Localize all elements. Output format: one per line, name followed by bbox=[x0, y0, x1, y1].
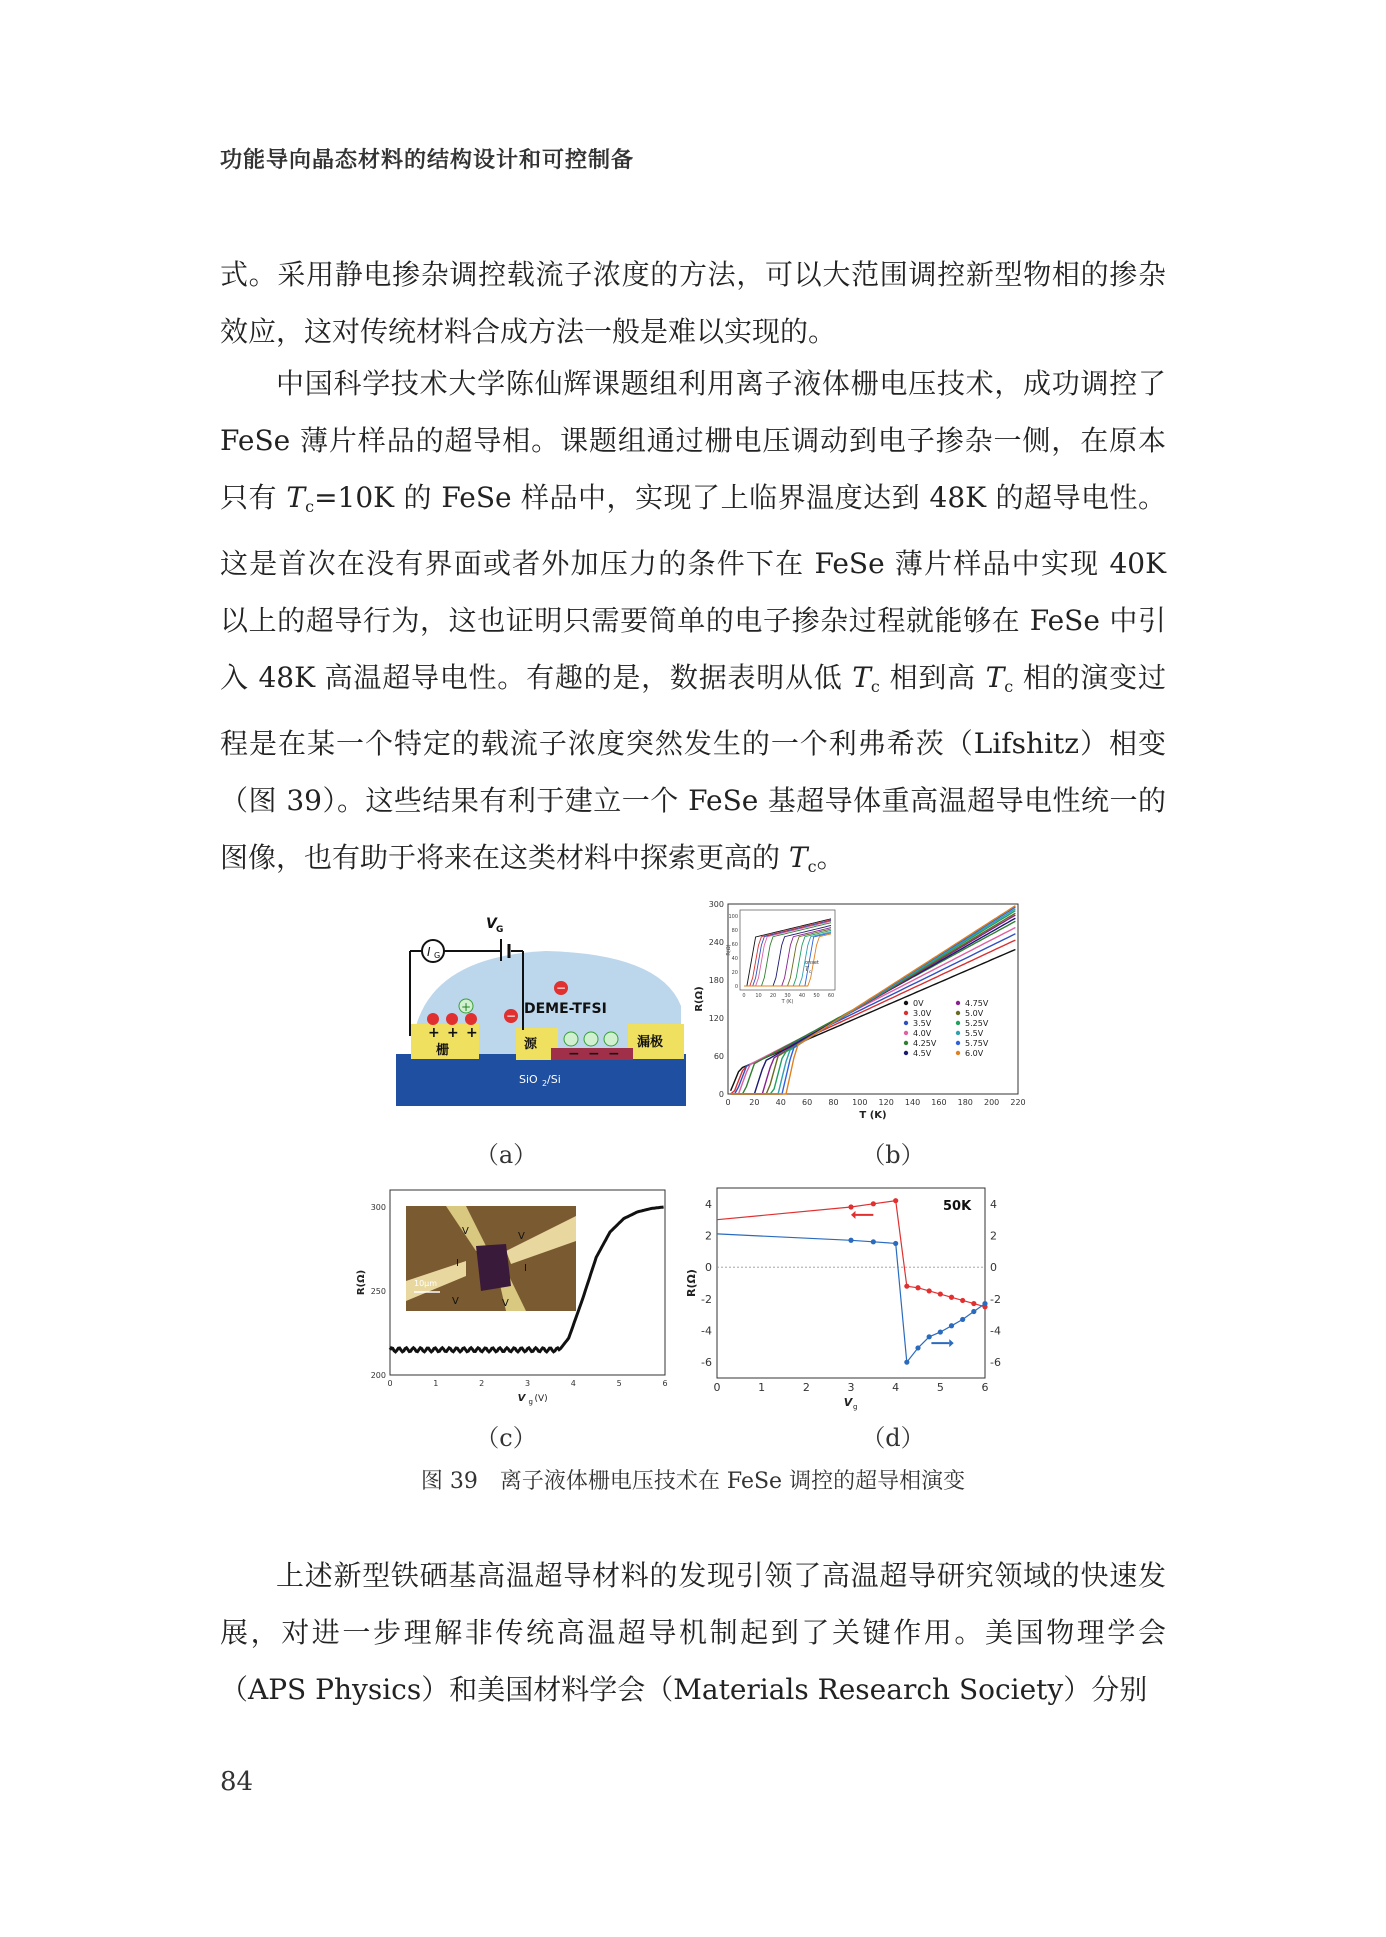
x-axis-label-sub: g bbox=[853, 1403, 858, 1411]
legend-marker-4.25V bbox=[904, 1041, 908, 1045]
data-point-down bbox=[915, 1285, 920, 1290]
legend-label-3.0V: 3.0V bbox=[913, 1009, 932, 1018]
data-point-down bbox=[904, 1284, 909, 1289]
inset-x-tick: 20 bbox=[769, 993, 777, 999]
y-tick-label: 240 bbox=[708, 938, 724, 947]
inset-y-tick: 100 bbox=[728, 914, 738, 920]
y-tick-label: 200 bbox=[370, 1371, 386, 1380]
data-point-up bbox=[927, 1334, 932, 1339]
legend-marker-3.0V bbox=[904, 1011, 908, 1015]
y-axis-label: R(Ω) bbox=[694, 986, 705, 1012]
legend-marker-5.75V bbox=[956, 1041, 960, 1045]
inset-y-label: R(Ω) bbox=[726, 944, 732, 956]
x-tick-label: 220 bbox=[1010, 1098, 1026, 1107]
x-tick-label: 40 bbox=[775, 1098, 786, 1107]
x-tick-label: 4 bbox=[892, 1381, 900, 1394]
x-tick-label: 0 bbox=[713, 1381, 721, 1394]
data-point-up bbox=[960, 1317, 965, 1322]
y-axis-label: R(Ω) bbox=[356, 1269, 367, 1296]
x-tick-label: 2 bbox=[479, 1379, 485, 1388]
x-tick-label: 100 bbox=[852, 1098, 868, 1107]
x-tick-label: 20 bbox=[749, 1098, 760, 1107]
figure-panel-c-chart bbox=[350, 1180, 680, 1415]
svg-text:栅: 栅 bbox=[436, 1043, 450, 1058]
legend-label-6.0V: 6.0V bbox=[965, 1049, 984, 1058]
x-tick-label: 6 bbox=[662, 1379, 668, 1388]
legend-marker-5.25V bbox=[956, 1021, 960, 1025]
x-axis-label-sub: g bbox=[528, 1398, 533, 1406]
x-tick-label: 60 bbox=[801, 1098, 813, 1107]
y-tick-label: 60 bbox=[713, 1052, 724, 1061]
micrograph-sample bbox=[476, 1244, 511, 1291]
legend-label-4.75V: 4.75V bbox=[965, 999, 989, 1008]
inset-annotation-sub: c bbox=[809, 969, 812, 974]
y-tick-label: 120 bbox=[708, 1014, 724, 1023]
plot-frame bbox=[717, 1188, 985, 1378]
data-point-down bbox=[949, 1295, 954, 1300]
y-tick-label-right: -6 bbox=[990, 1356, 1001, 1370]
paragraph-1-text: 式。采用静电掺杂调控载流子浓度的方法，可以大范围调控新型物相的掺杂效应，这对传统材料合成方法一般是难以实现的。 bbox=[220, 258, 1166, 348]
x-tick-label: 1 bbox=[758, 1381, 766, 1394]
micrograph-v-label: V bbox=[502, 1298, 509, 1309]
legend-marker-5.5V bbox=[956, 1031, 960, 1035]
series-line-down bbox=[717, 1201, 985, 1307]
data-point-up bbox=[938, 1329, 943, 1334]
x-tick-label: 1 bbox=[433, 1379, 439, 1388]
temperature-annotation: 50K bbox=[943, 1199, 972, 1214]
micrograph-v-label: V bbox=[452, 1296, 459, 1307]
y-tick-label: -4 bbox=[701, 1324, 712, 1338]
svg-text:+: + bbox=[447, 1025, 459, 1041]
inset-y-tick: 80 bbox=[731, 928, 738, 934]
x-tick-label: 140 bbox=[904, 1098, 921, 1107]
inset-y-tick: 0 bbox=[734, 984, 738, 990]
svg-text:源: 源 bbox=[524, 1037, 538, 1052]
svg-text:G: G bbox=[434, 951, 441, 960]
legend-label-5.0V: 5.0V bbox=[965, 1009, 984, 1018]
legend-marker-4.75V bbox=[956, 1001, 960, 1005]
x-axis-label-unit: (V) bbox=[534, 1394, 548, 1404]
y-tick-label-right: 4 bbox=[990, 1197, 997, 1211]
data-point-up bbox=[871, 1239, 876, 1244]
legend-marker-6.0V bbox=[956, 1051, 960, 1055]
data-point-up bbox=[915, 1345, 920, 1350]
legend-marker-4.0V bbox=[904, 1031, 908, 1035]
y-tick-label: 4 bbox=[705, 1197, 712, 1211]
label-c: （c） bbox=[475, 1424, 537, 1452]
inset-annotation-pre: onset bbox=[805, 960, 819, 966]
x-tick-label: 5 bbox=[616, 1379, 622, 1388]
legend-marker-3.5V bbox=[904, 1021, 908, 1025]
micrograph-v-label: V bbox=[518, 1231, 525, 1242]
x-axis-label: T (K) bbox=[859, 1110, 887, 1121]
red-arrow-head bbox=[851, 1211, 855, 1219]
paragraph-3 bbox=[220, 1547, 1166, 1718]
data-point-down bbox=[871, 1201, 876, 1206]
data-point-down bbox=[960, 1298, 965, 1303]
data-point-down bbox=[927, 1288, 932, 1293]
y-tick-label: 2 bbox=[705, 1229, 712, 1243]
ammeter-icon bbox=[422, 940, 444, 962]
y-tick-label-right: 2 bbox=[990, 1229, 997, 1243]
y-tick-label: -6 bbox=[701, 1356, 712, 1370]
y-axis-label: R(Ω) bbox=[685, 1269, 698, 1297]
legend-marker-0V bbox=[904, 1001, 908, 1005]
legend-label-3.5V: 3.5V bbox=[913, 1019, 932, 1028]
legend-label-0V: 0V bbox=[913, 999, 924, 1008]
paragraph-2-text: 中国科学技术大学陈仙辉课题组利用离子液体栅电压技术，成功调控了 FeSe 薄片样品的超导相。课题组通过栅电压调动到电子掺杂一侧，在原本只有 $T_c=10K$ 的 FeSe 样品中，实现了上临界温度达到 48K 的超导电性。这是首次在没有界面或者外加压力的条件下在 FeSe 薄片样品中实现 40K 以上的超导行为，这也证明只需要简单的电子掺杂过程就能够在 FeSe 中引入 48K 高温超导电性。有趣的是，数据表明从低 $T_c$ 相到高 $T_c$ 相的演变过程是在某一个特定的载流子浓度突然发生的一个利弗希茨（Lifshitz）相变（图 39）。这些结果有利于建立一个 FeSe 基超导体重高温超导电性统一的图像，也有助于将来在这类材料中探索更高的 $T_c$。 bbox=[220, 367, 1166, 876]
x-tick-label: 200 bbox=[983, 1098, 1000, 1107]
micrograph-v-label: V bbox=[462, 1226, 469, 1237]
y-tick-label-right: 0 bbox=[990, 1261, 997, 1275]
paragraph-3-text: 上述新型铁硒基高温超导材料的发现引领了高温超导研究领域的快速发展，对进一步理解非传统高温超导机制起到了关键作用。美国物理学会（APS Physics）和美国材料学会（Materials Research Society）分别 bbox=[220, 1559, 1166, 1706]
y-tick-label: 180 bbox=[708, 976, 724, 985]
legend-label-4.0V: 4.0V bbox=[913, 1029, 932, 1038]
inset-x-label: T (K) bbox=[781, 999, 794, 1005]
svg-text:2: 2 bbox=[542, 1079, 548, 1088]
inset-y-tick: 20 bbox=[731, 970, 738, 976]
running-header: 功能导向晶态材料的结构设计和可控制备 bbox=[220, 147, 635, 173]
svg-text:V: V bbox=[486, 916, 497, 932]
data-point-down bbox=[938, 1291, 943, 1296]
label-d: （d） bbox=[861, 1424, 925, 1452]
paragraph-2 bbox=[220, 355, 1166, 895]
legend-label-5.25V: 5.25V bbox=[965, 1019, 989, 1028]
svg-text:−: − bbox=[568, 1046, 580, 1062]
x-tick-label: 160 bbox=[931, 1098, 947, 1107]
data-point-down bbox=[971, 1301, 976, 1306]
legend-label-5.75V: 5.75V bbox=[965, 1039, 989, 1048]
x-tick-label: 3 bbox=[847, 1381, 855, 1394]
y-tick-label: 0 bbox=[718, 1090, 724, 1099]
y-tick-label: 300 bbox=[708, 900, 724, 909]
svg-text:G: G bbox=[496, 925, 504, 935]
x-tick-label: 180 bbox=[957, 1098, 973, 1107]
x-tick-label: 120 bbox=[878, 1098, 894, 1107]
x-tick-label: 6 bbox=[981, 1381, 989, 1394]
svg-text:+: + bbox=[461, 1000, 472, 1014]
data-point-down bbox=[848, 1204, 853, 1209]
inset-y-tick: 40 bbox=[731, 956, 738, 962]
y-tick-label-right: -4 bbox=[990, 1324, 1001, 1338]
figure-panel-b-chart bbox=[690, 896, 1030, 1126]
inset-x-tick: 50 bbox=[813, 993, 820, 999]
svg-text:I: I bbox=[427, 945, 431, 959]
x-tick-label: 2 bbox=[802, 1381, 810, 1394]
svg-text:SiO: SiO bbox=[519, 1073, 538, 1086]
x-tick-label: 4 bbox=[570, 1379, 576, 1388]
data-point-up bbox=[949, 1323, 954, 1328]
inset-x-tick: 0 bbox=[742, 993, 746, 999]
svg-text:/Si: /Si bbox=[547, 1073, 561, 1086]
svg-text:+: + bbox=[466, 1025, 478, 1041]
legend-label-4.5V: 4.5V bbox=[913, 1049, 932, 1058]
sio2-substrate bbox=[396, 1054, 686, 1106]
inset-y-tick: 60 bbox=[731, 942, 738, 948]
data-point-up bbox=[848, 1238, 853, 1243]
label-a: （a） bbox=[474, 1141, 538, 1169]
svg-text:−: − bbox=[556, 981, 567, 995]
data-point-down bbox=[893, 1198, 898, 1203]
x-tick-label: 80 bbox=[828, 1098, 839, 1107]
y-tick-label: 300 bbox=[370, 1202, 386, 1212]
x-tick-label: 0 bbox=[387, 1379, 393, 1388]
figure-panel-d-chart bbox=[685, 1180, 1025, 1415]
data-point-up bbox=[971, 1309, 976, 1314]
inset-x-tick: 60 bbox=[827, 993, 835, 999]
svg-text:+: + bbox=[428, 1025, 440, 1041]
page-number: 84 bbox=[220, 1767, 254, 1797]
figure-panel-a bbox=[396, 906, 686, 1106]
y-tick-label-right: -2 bbox=[990, 1292, 1001, 1306]
svg-text:DEME-TFSI: DEME-TFSI bbox=[524, 1001, 607, 1017]
x-tick-label: 0 bbox=[725, 1098, 731, 1107]
legend-marker-4.5V bbox=[904, 1051, 908, 1055]
svg-text:−: − bbox=[506, 1009, 517, 1023]
svg-text:−: − bbox=[588, 1046, 600, 1062]
y-tick-label: 0 bbox=[705, 1261, 712, 1275]
x-tick-label: 3 bbox=[524, 1379, 531, 1388]
label-b: （b） bbox=[861, 1141, 925, 1169]
legend-marker-5.0V bbox=[956, 1011, 960, 1015]
y-tick-label: -2 bbox=[701, 1292, 712, 1306]
legend-label-5.5V: 5.5V bbox=[965, 1029, 984, 1038]
data-point-up bbox=[982, 1301, 987, 1306]
svg-text:−: − bbox=[608, 1046, 620, 1062]
micrograph-i-label: I bbox=[524, 1263, 527, 1274]
paragraph-1 bbox=[220, 246, 1166, 360]
micrograph-scale-label: 10μm bbox=[414, 1279, 438, 1288]
inset-x-tick: 10 bbox=[755, 993, 762, 999]
x-tick-label: 5 bbox=[936, 1381, 944, 1394]
micrograph-i-label: I bbox=[456, 1258, 459, 1269]
inset-x-tick: 30 bbox=[784, 993, 791, 999]
figure-caption: 图 39 离子液体栅电压技术在 FeSe 调控的超导相演变 bbox=[420, 1469, 966, 1494]
svg-text:漏极: 漏极 bbox=[637, 1035, 664, 1050]
inset-annotation: T bbox=[805, 966, 809, 973]
y-tick-label: 250 bbox=[370, 1286, 386, 1296]
x-axis-label: V bbox=[517, 1393, 526, 1404]
data-point-up bbox=[893, 1241, 898, 1246]
data-point-up bbox=[904, 1360, 909, 1365]
legend-label-4.25V: 4.25V bbox=[913, 1039, 937, 1048]
x-axis-label: V bbox=[843, 1396, 853, 1409]
blue-arrow-head bbox=[949, 1339, 953, 1347]
inset-x-tick: 40 bbox=[798, 993, 806, 999]
